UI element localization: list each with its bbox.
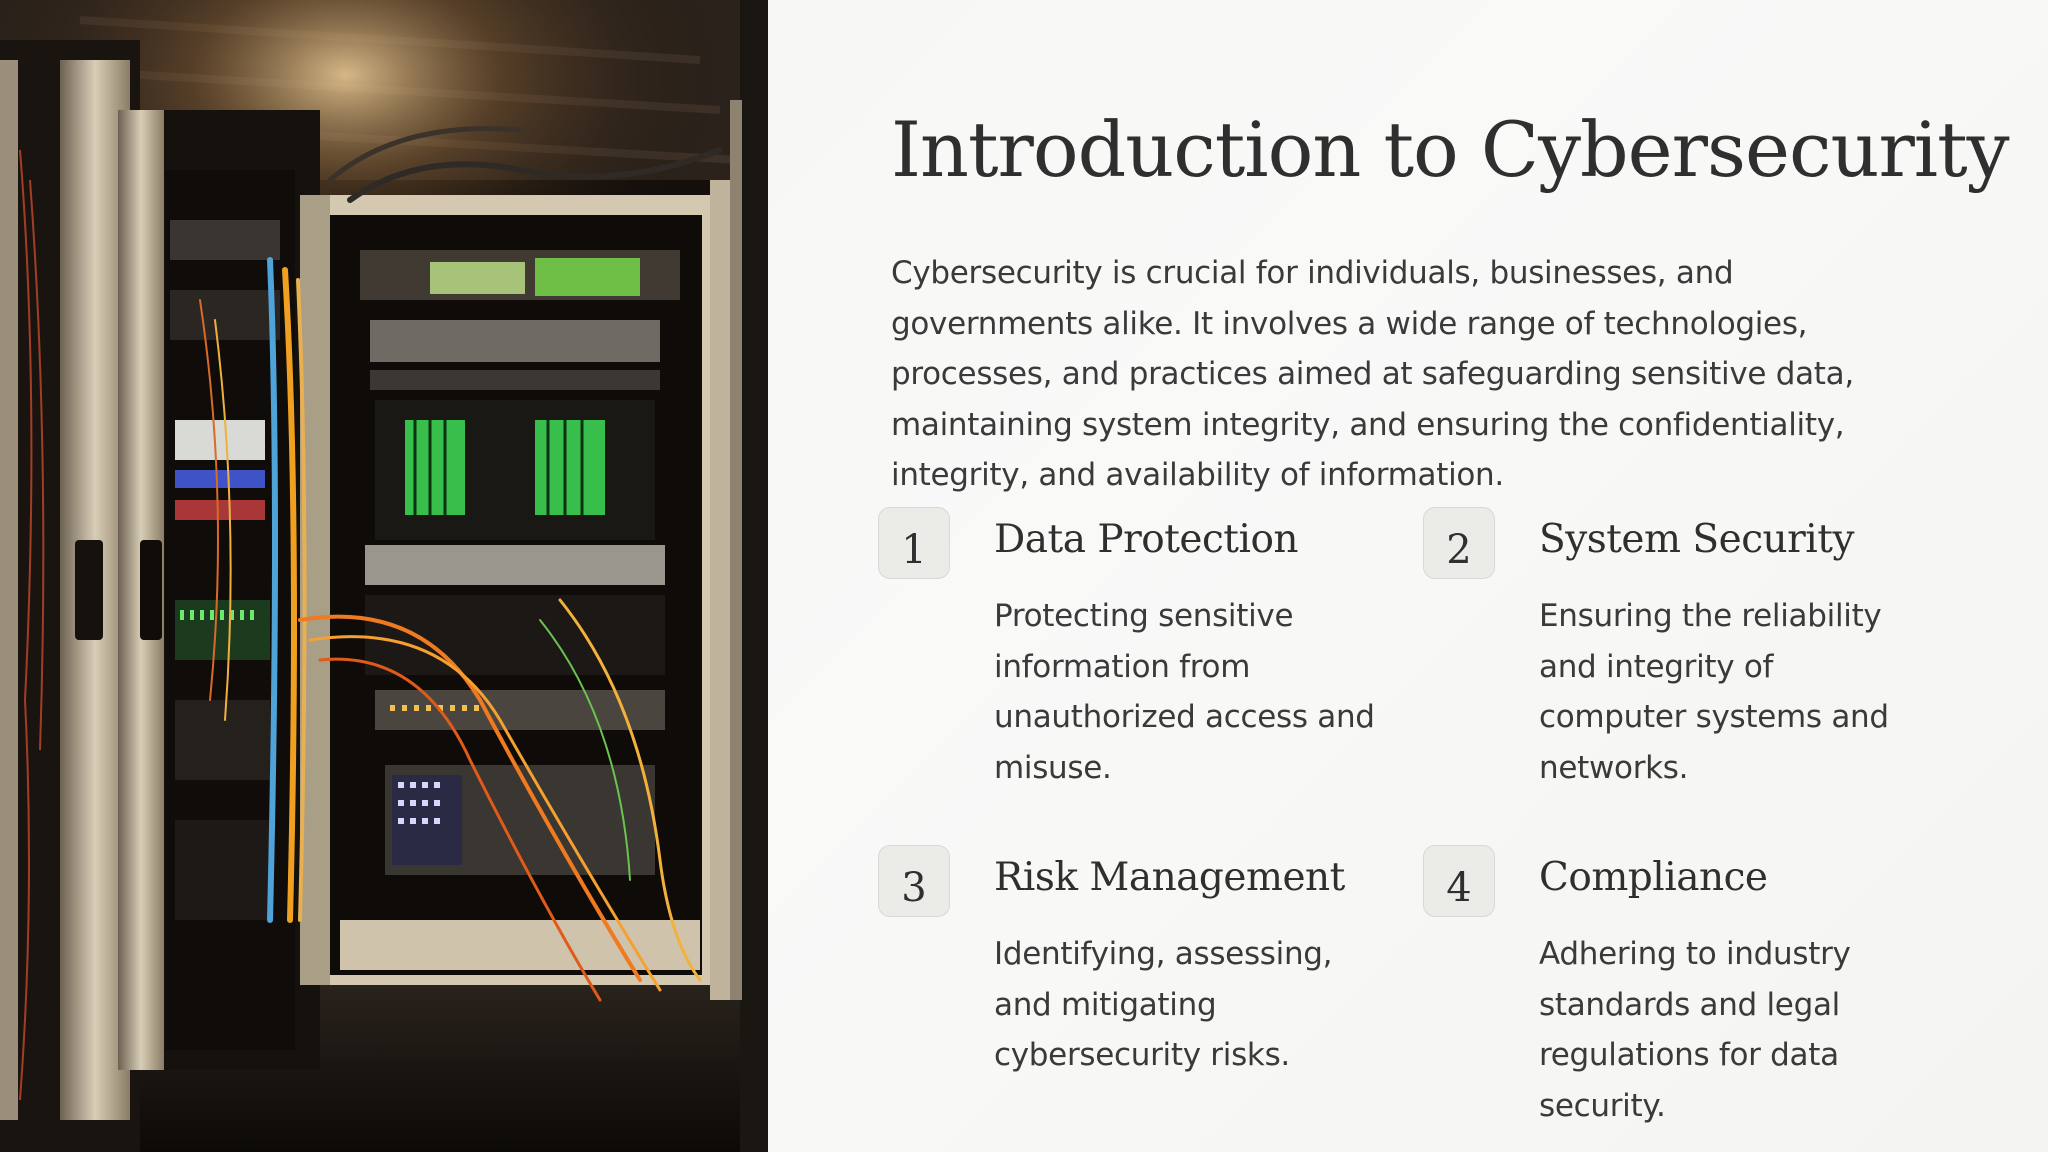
card-number: 1	[878, 507, 950, 579]
card-risk-management	[891, 845, 1391, 1152]
card-title: Data Protection	[994, 517, 1299, 562]
content-panel	[891, 0, 2009, 1152]
card-number: 2	[1423, 507, 1495, 579]
slide-title: Introduction to Cybersecurity	[891, 105, 2009, 194]
card-text: Identifying, assessing, and mitigating cybersecurity risks.	[994, 936, 1333, 1073]
card-title: Compliance	[1539, 855, 1768, 900]
card-system-security	[1436, 507, 1936, 827]
card-title: Risk Management	[994, 855, 1345, 900]
server-rack-photo	[0, 0, 768, 1152]
card-compliance	[1436, 845, 1936, 1152]
card-number: 4	[1423, 845, 1495, 917]
card-number: 3	[878, 845, 950, 917]
card-data-protection	[891, 507, 1391, 827]
card-text: Protecting sensitive information from unauthorized access and misuse.	[994, 598, 1375, 786]
intro-paragraph: Cybersecurity is crucial for individuals, businesses, and governments alike. It involves a wide range of technologies, processes, and practices aimed at safeguarding sensitive data, maintaining system integrity, and ensuring the confidentiality, integrity, and availability of information.	[891, 255, 1854, 493]
card-text: Ensuring the reliability and integrity of computer systems and networks.	[1539, 598, 1889, 786]
card-title: System Security	[1539, 517, 1854, 562]
card-text: Adhering to industry standards and legal regulations for data security.	[1539, 936, 1851, 1124]
